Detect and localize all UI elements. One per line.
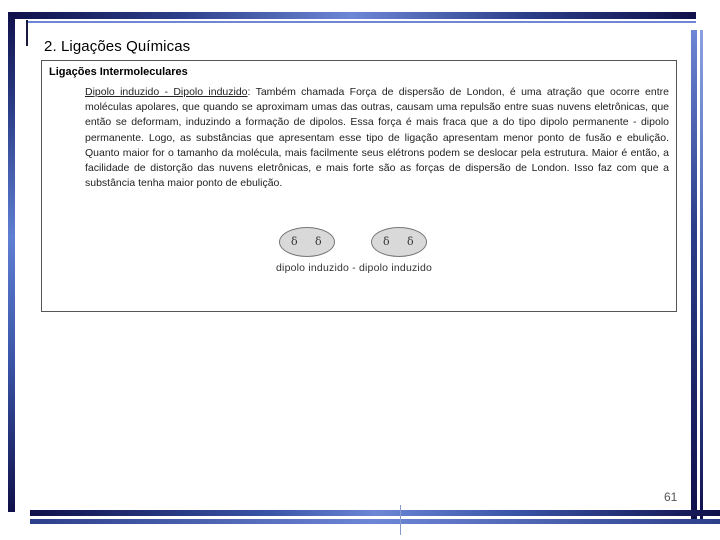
page-number: 61 [664, 490, 678, 504]
body-paragraph [85, 85, 669, 191]
content-box [41, 60, 677, 312]
left-decorative-tick [26, 20, 28, 46]
bottom-decorative-line [30, 519, 720, 524]
left-decorative-bar [8, 12, 15, 512]
top-decorative-line [28, 21, 696, 23]
term-heading: Dipolo induzido - Dipolo induzido [85, 86, 248, 98]
right-decorative-line [700, 30, 703, 520]
section-title: Ligações Intermoleculares [49, 66, 188, 78]
top-decorative-bar [8, 12, 696, 19]
delta-symbol: δ [291, 235, 298, 248]
body-text: : Também chamada Força de dispersão de London, é uma atração que ocorre entre moléculas apolares, que quando se aproximam umas das outras, causam uma repulsão entre suas nuvens eletrônicas, que então se deformam, induzindo a formação de dipolos. Essa força é mais fraca que a do tipo dipolo permanente - dipolo permanente. Logo, as substâncias que apresentam esse tipo de ligação apresentam menor ponto de fusão e ebulição. Quanto maior for o tamanho da molécula, mais facilmente seus elétrons podem se deslocar pela estrutura. Maior é então, a facilidade de distorção das nuvens eletrônicas, e mais forte são as forças de dispersão de London. Isso faz com que a substância tenha maior ponto de ebulição. [85, 86, 669, 190]
molecule-cloud-1 [279, 227, 335, 257]
right-decorative-bar [691, 30, 697, 520]
diagram-caption: dipolo induzido - dipolo induzido [276, 262, 433, 274]
delta-symbol: δ [383, 235, 390, 248]
molecule-cloud-2 [371, 227, 427, 257]
delta-symbol: δ [407, 235, 414, 248]
delta-symbol: δ [315, 235, 322, 248]
dipole-diagram [272, 223, 432, 278]
bottom-decorative-bar [30, 510, 720, 516]
slide-title: 2. Ligações Químicas [44, 38, 191, 55]
bottom-decorative-tick [400, 505, 401, 535]
